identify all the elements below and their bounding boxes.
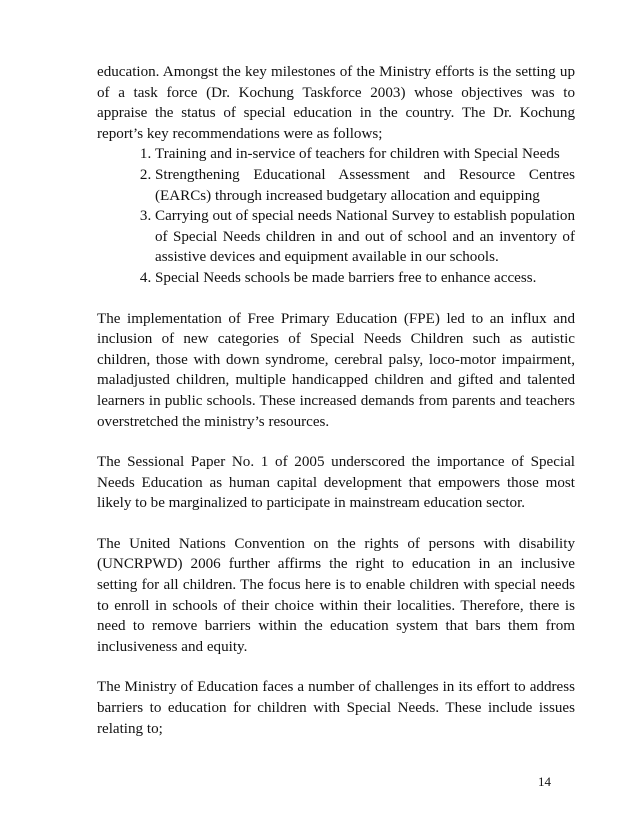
recommendations-list — [97, 144, 575, 288]
sessional-paper-paragraph: The Sessional Paper No. 1 of 2005 underscored the importance of Special Needs Education as human capital development that empowers those most likely to be marginalized to participate in mainstream education sector. — [97, 454, 575, 512]
document-page — [97, 62, 575, 739]
fpe-paragraph: The implementation of Free Primary Education (FPE) led to an influx and inclusion of new categories of Special Needs Children such as autistic children, those with down syndrome, cerebral palsy, loco-motor impairment, maladjusted children, multiple handicapped children and gifted and talented learners in public schools. These increased demands from parents and teachers overstretched the ministry’s resources. — [97, 310, 575, 430]
list-item: 1. Training and in-service of teachers for children with Special Needs — [155, 144, 575, 165]
paragraph-spacer — [97, 289, 575, 309]
list-item: 2. Strengthening Educational Assessment and Resource Centres (EARCs) through increased budgetary allocation and equipping — [155, 165, 575, 206]
list-item: 4. Special Needs schools be made barriers free to enhance access. — [155, 268, 575, 289]
paragraph-spacer — [97, 432, 575, 452]
challenges-paragraph: The Ministry of Education faces a number of challenges in its effort to address barriers to education for children with Special Needs. These include issues relating to; — [97, 679, 575, 737]
intro-paragraph: education. Amongst the key milestones of the Ministry efforts is the setting up of a task force (Dr. Kochung Taskforce 2003) whose objectives was to appraise the status of special education in the country. The Dr. Kochung report’s key recommendations were as follows; — [97, 64, 575, 142]
list-item: 3. Carrying out of special needs National Survey to establish population of Special Needs children in and out of school and an inventory of assistive devices and equipment available in our schools. — [155, 206, 575, 268]
paragraph-spacer — [97, 514, 575, 534]
paragraph-spacer — [97, 657, 575, 677]
uncrpwd-paragraph: The United Nations Convention on the rights of persons with disability (UNCRPWD) 2006 further affirms the right to education in an inclusive setting for all children. The focus here is to enable children with special needs to enroll in schools of their choice within their localities. Therefore, there is need to remove barriers within the education system that bars them from inclusiveness and equity. — [97, 535, 575, 655]
page-number: 14 — [538, 774, 551, 789]
